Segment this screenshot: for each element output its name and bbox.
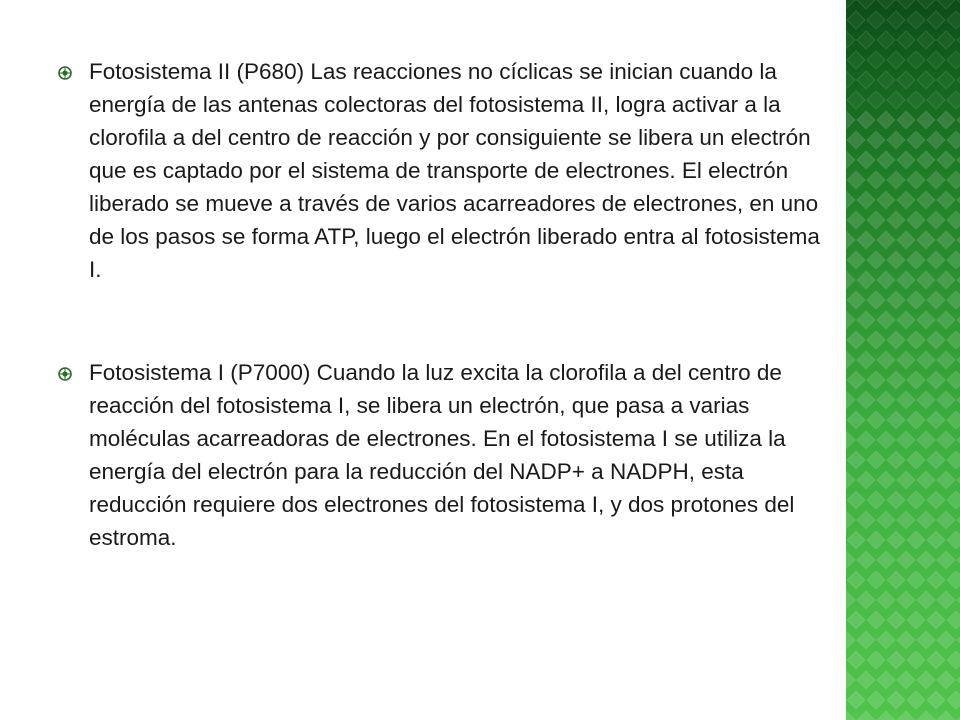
pattern-diamond <box>867 51 885 69</box>
pattern-diamond <box>867 11 885 29</box>
pattern-diamond <box>877 431 895 449</box>
pattern-diamond <box>927 411 945 429</box>
pattern-diamond <box>867 171 885 189</box>
pattern-diamond <box>857 31 875 49</box>
pattern-diamond <box>897 191 915 209</box>
pattern-diamond <box>917 351 935 369</box>
pattern-diamond <box>917 471 935 489</box>
pattern-diamond <box>846 671 855 689</box>
bullet-list <box>58 55 838 554</box>
pattern-diamond <box>937 511 955 529</box>
pattern-diamond <box>927 651 945 669</box>
pattern-diamond <box>907 491 925 509</box>
pattern-diamond <box>917 71 935 89</box>
pattern-diamond <box>857 0 875 9</box>
pattern-diamond <box>937 151 955 169</box>
pattern-diamond <box>846 191 855 209</box>
pattern-diamond <box>867 251 885 269</box>
pattern-diamond <box>877 391 895 409</box>
pattern-diamond <box>887 291 905 309</box>
pattern-diamond <box>857 391 875 409</box>
pattern-diamond <box>847 11 865 29</box>
pattern-diamond <box>846 631 855 649</box>
pattern-diamond <box>857 671 875 689</box>
bullet-text: Fotosistema II (P680) Las reacciones no cíclicas se inician cuando la energía de las antenas colectoras del fotosistema II, logra activar a la clorofila a del centro de reacción y por consiguiente se libera un electrón que es captado por el sistema de transporte de electrones. El electrón liberado se mueve a través de varios acarreadores de electrones, en uno de los pasos se forma ATP, luego el electrón liberado entra al fotosistema I. <box>89 59 820 282</box>
pattern-diamond <box>897 671 915 689</box>
pattern-diamond <box>937 71 955 89</box>
pattern-diamond <box>937 551 955 569</box>
pattern-diamond <box>857 631 875 649</box>
pattern-diamond <box>887 251 905 269</box>
pattern-diamond <box>847 91 865 109</box>
pattern-diamond <box>927 571 945 589</box>
pattern-diamond <box>847 211 865 229</box>
pattern-diamond <box>907 91 925 109</box>
pattern-diamond <box>887 371 905 389</box>
pattern-diamond <box>867 131 885 149</box>
pattern-diamond <box>907 411 925 429</box>
pattern-diamond <box>867 91 885 109</box>
pattern-diamond <box>877 551 895 569</box>
pattern-diamond <box>937 351 955 369</box>
pattern-diamond <box>877 351 895 369</box>
pattern-diamond <box>927 491 945 509</box>
pattern-diamond <box>847 411 865 429</box>
pattern-diamond <box>897 591 915 609</box>
pattern-diamond <box>857 591 875 609</box>
pattern-diamond <box>927 691 945 709</box>
pattern-diamond <box>887 11 905 29</box>
pattern-diamond <box>897 511 915 529</box>
pattern-diamond <box>846 111 855 129</box>
pattern-diamond <box>907 171 925 189</box>
pattern-diamond <box>927 131 945 149</box>
pattern-diamond <box>927 11 945 29</box>
pattern-diamond <box>867 571 885 589</box>
pattern-diamond <box>887 611 905 629</box>
pattern-diamond <box>947 531 960 549</box>
pattern-diamond <box>937 671 955 689</box>
pattern-diamond <box>917 311 935 329</box>
pattern-diamond <box>857 311 875 329</box>
bullet-item-fotosistema-i <box>58 356 838 554</box>
pattern-diamond <box>867 411 885 429</box>
pattern-diamond <box>846 0 855 9</box>
pattern-diamond <box>937 0 955 9</box>
pattern-diamond <box>857 111 875 129</box>
pattern-diamond <box>857 351 875 369</box>
pattern-diamond <box>847 491 865 509</box>
pattern-diamond <box>917 31 935 49</box>
pattern-diamond <box>907 131 925 149</box>
pattern-diamond <box>847 371 865 389</box>
decorative-side-panel <box>846 0 960 720</box>
pattern-diamond <box>937 711 955 720</box>
pattern-diamond <box>846 471 855 489</box>
pattern-diamond <box>947 11 960 29</box>
pattern-diamond <box>857 711 875 720</box>
pattern-diamond <box>937 31 955 49</box>
pattern-diamond <box>846 351 855 369</box>
pattern-diamond <box>877 671 895 689</box>
pattern-diamond <box>907 331 925 349</box>
pattern-diamond <box>907 251 925 269</box>
pattern-diamond <box>947 491 960 509</box>
pattern-diamond <box>846 151 855 169</box>
pattern-diamond <box>947 211 960 229</box>
pattern-diamond <box>947 251 960 269</box>
pattern-diamond <box>927 371 945 389</box>
pattern-diamond <box>877 71 895 89</box>
pattern-diamond <box>857 231 875 249</box>
pattern-diamond <box>917 0 935 9</box>
pattern-diamond <box>887 691 905 709</box>
pattern-diamond <box>897 111 915 129</box>
pattern-diamond <box>927 251 945 269</box>
pattern-diamond <box>917 391 935 409</box>
pattern-diamond <box>877 0 895 9</box>
pattern-diamond <box>897 231 915 249</box>
pattern-diamond <box>937 391 955 409</box>
pattern-diamond <box>857 431 875 449</box>
pattern-diamond <box>877 231 895 249</box>
pattern-diamond <box>917 631 935 649</box>
pattern-diamond <box>867 691 885 709</box>
pattern-diamond <box>846 391 855 409</box>
pattern-diamond <box>897 471 915 489</box>
pattern-diamond <box>897 271 915 289</box>
target-bullet-icon <box>58 66 72 80</box>
pattern-diamond <box>887 571 905 589</box>
pattern-diamond <box>887 531 905 549</box>
pattern-diamond <box>846 591 855 609</box>
pattern-diamond <box>917 551 935 569</box>
pattern-diamond <box>847 131 865 149</box>
pattern-diamond <box>897 311 915 329</box>
pattern-diamond <box>947 91 960 109</box>
pattern-diamond <box>947 411 960 429</box>
pattern-diamond <box>907 371 925 389</box>
pattern-diamond <box>927 531 945 549</box>
pattern-diamond <box>887 451 905 469</box>
pattern-diamond <box>846 311 855 329</box>
pattern-diamond <box>907 531 925 549</box>
pattern-diamond <box>847 651 865 669</box>
pattern-diamond <box>877 591 895 609</box>
pattern-diamond <box>947 51 960 69</box>
pattern-diamond <box>917 711 935 720</box>
pattern-diamond <box>947 571 960 589</box>
pattern-diamond <box>846 231 855 249</box>
pattern-diamond <box>857 191 875 209</box>
pattern-diamond <box>847 571 865 589</box>
pattern-diamond <box>917 191 935 209</box>
pattern-diamond <box>897 391 915 409</box>
pattern-diamond <box>927 51 945 69</box>
pattern-diamond <box>887 51 905 69</box>
pattern-diamond <box>907 651 925 669</box>
pattern-diamond <box>887 131 905 149</box>
pattern-diamond <box>947 131 960 149</box>
pattern-diamond <box>907 611 925 629</box>
pattern-diamond <box>897 631 915 649</box>
bullet-text: Fotosistema I (P7000) Cuando la luz excita la clorofila a del centro de reacción del fotosistema I, se libera un electrón, que pasa a varias moléculas acarreadoras de electrones. En el fotosistema I se utiliza la energía del electrón para la reducción del NADP+ a NADPH, esta reducción requiere dos electrones del fotosistema I, y dos protones del estroma. <box>89 360 795 550</box>
pattern-diamond <box>867 371 885 389</box>
pattern-diamond <box>847 611 865 629</box>
pattern-diamond <box>887 171 905 189</box>
pattern-diamond <box>937 231 955 249</box>
pattern-diamond <box>847 291 865 309</box>
pattern-diamond <box>847 51 865 69</box>
pattern-diamond <box>947 371 960 389</box>
pattern-diamond <box>907 211 925 229</box>
pattern-diamond <box>927 91 945 109</box>
pattern-diamond <box>887 331 905 349</box>
pattern-diamond <box>947 651 960 669</box>
pattern-diamond <box>877 511 895 529</box>
pattern-diamond <box>937 111 955 129</box>
pattern-diamond <box>846 511 855 529</box>
pattern-diamond <box>917 511 935 529</box>
pattern-diamond <box>897 71 915 89</box>
pattern-diamond <box>857 151 875 169</box>
pattern-diamond <box>877 711 895 720</box>
pattern-diamond <box>846 431 855 449</box>
pattern-diamond <box>897 551 915 569</box>
pattern-diamond <box>847 451 865 469</box>
pattern-diamond <box>897 431 915 449</box>
pattern-diamond <box>927 171 945 189</box>
pattern-diamond <box>917 591 935 609</box>
pattern-diamond <box>947 611 960 629</box>
pattern-diamond <box>907 291 925 309</box>
pattern-diamond <box>897 0 915 9</box>
pattern-diamond <box>927 331 945 349</box>
bullet-item-fotosistema-ii <box>58 55 838 286</box>
diamond-pattern <box>846 0 960 720</box>
pattern-diamond <box>907 571 925 589</box>
pattern-diamond <box>917 231 935 249</box>
pattern-diamond <box>917 151 935 169</box>
pattern-diamond <box>867 211 885 229</box>
pattern-diamond <box>947 691 960 709</box>
pattern-diamond <box>907 451 925 469</box>
pattern-diamond <box>927 291 945 309</box>
pattern-diamond <box>867 491 885 509</box>
pattern-diamond <box>867 651 885 669</box>
pattern-diamond <box>917 111 935 129</box>
pattern-diamond <box>867 291 885 309</box>
pattern-diamond <box>947 451 960 469</box>
pattern-diamond <box>937 631 955 649</box>
pattern-diamond <box>867 611 885 629</box>
pattern-diamond <box>857 511 875 529</box>
pattern-diamond <box>877 31 895 49</box>
pattern-diamond <box>877 271 895 289</box>
pattern-diamond <box>867 331 885 349</box>
pattern-diamond <box>887 91 905 109</box>
pattern-diamond <box>857 71 875 89</box>
pattern-diamond <box>917 431 935 449</box>
pattern-diamond <box>917 671 935 689</box>
pattern-diamond <box>897 31 915 49</box>
pattern-diamond <box>847 331 865 349</box>
pattern-diamond <box>897 711 915 720</box>
pattern-diamond <box>927 211 945 229</box>
pattern-diamond <box>847 171 865 189</box>
pattern-diamond <box>846 711 855 720</box>
pattern-diamond <box>917 271 935 289</box>
pattern-diamond <box>877 191 895 209</box>
pattern-diamond <box>937 191 955 209</box>
pattern-diamond <box>846 31 855 49</box>
pattern-diamond <box>907 11 925 29</box>
pattern-diamond <box>877 471 895 489</box>
pattern-diamond <box>897 351 915 369</box>
pattern-diamond <box>887 651 905 669</box>
pattern-diamond <box>847 531 865 549</box>
pattern-diamond <box>937 311 955 329</box>
pattern-diamond <box>847 251 865 269</box>
pattern-diamond <box>857 271 875 289</box>
pattern-diamond <box>887 491 905 509</box>
pattern-diamond <box>927 611 945 629</box>
pattern-diamond <box>937 431 955 449</box>
pattern-diamond <box>927 451 945 469</box>
pattern-diamond <box>846 551 855 569</box>
pattern-diamond <box>867 531 885 549</box>
pattern-diamond <box>947 291 960 309</box>
pattern-diamond <box>907 51 925 69</box>
pattern-diamond <box>887 211 905 229</box>
pattern-diamond <box>877 311 895 329</box>
pattern-diamond <box>846 71 855 89</box>
pattern-diamond <box>877 111 895 129</box>
target-bullet-icon <box>58 367 72 381</box>
pattern-diamond <box>937 591 955 609</box>
pattern-diamond <box>857 471 875 489</box>
pattern-diamond <box>947 171 960 189</box>
pattern-diamond <box>937 471 955 489</box>
pattern-diamond <box>847 691 865 709</box>
pattern-diamond <box>907 691 925 709</box>
pattern-diamond <box>877 631 895 649</box>
pattern-diamond <box>937 271 955 289</box>
pattern-diamond <box>846 271 855 289</box>
pattern-diamond <box>877 151 895 169</box>
pattern-diamond <box>867 451 885 469</box>
pattern-diamond <box>887 411 905 429</box>
pattern-diamond <box>897 151 915 169</box>
pattern-diamond <box>857 551 875 569</box>
pattern-diamond <box>947 331 960 349</box>
